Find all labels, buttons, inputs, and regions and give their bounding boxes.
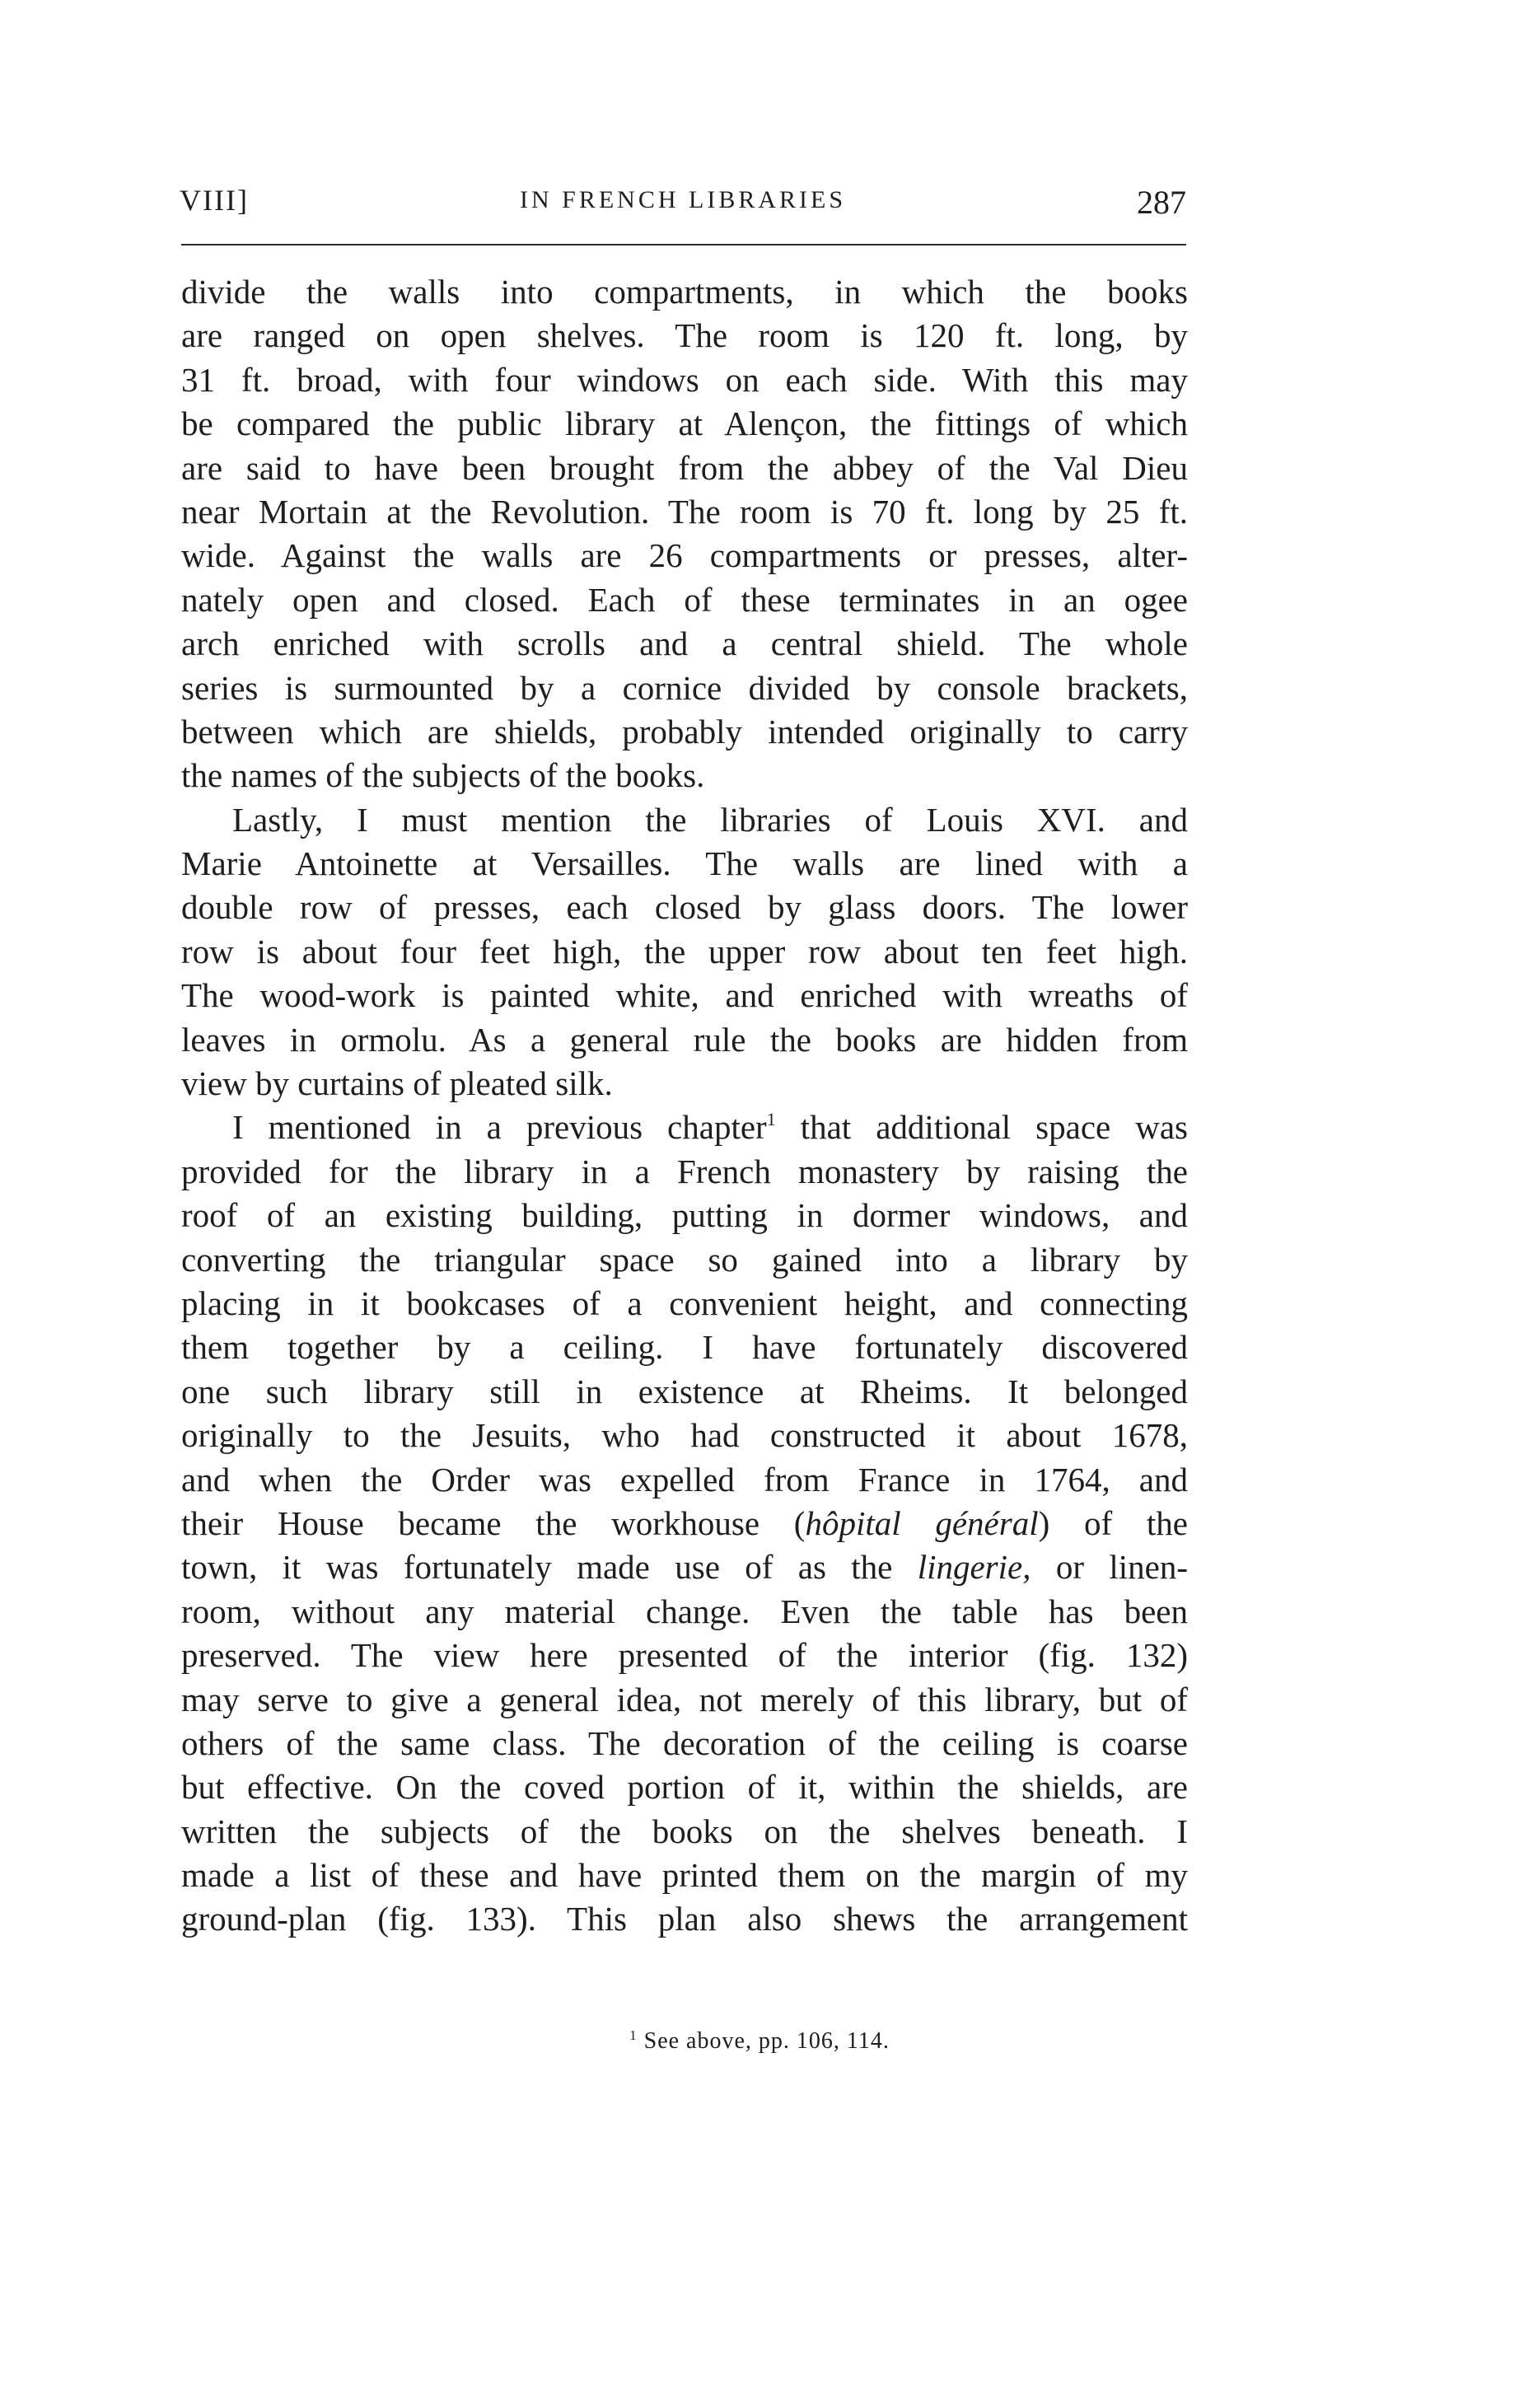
text-line bbox=[181, 1502, 1188, 1545]
text-line: are said to have been brought from the abbey of the Val Dieu bbox=[181, 448, 1188, 487]
text-segment: town, it was fortunately made use of as the bbox=[181, 1548, 918, 1587]
text-line: row is about four feet high, the upper row about ten feet high. bbox=[181, 932, 1188, 970]
body-text bbox=[181, 270, 1188, 1942]
text-segment: that additional space was bbox=[775, 1108, 1188, 1147]
text-line: them together by a ceiling. I have fortunately discovered bbox=[181, 1328, 1188, 1367]
text-line: are ranged on open shelves. The room is 120 ft. long, by bbox=[181, 316, 1188, 355]
text-line: converting the triangular space so gained into a library by bbox=[181, 1240, 1188, 1279]
running-title: IN FRENCH LIBRARIES bbox=[519, 186, 847, 213]
text-line: near Mortain at the Revolution. The room is 70 ft. long by 25 ft. bbox=[181, 492, 1188, 531]
text-line: between which are shields, probably intended originally to carry bbox=[181, 712, 1188, 750]
text-line: originally to the Jesuits, who had constructed it about 1678, bbox=[181, 1416, 1188, 1455]
text-line: the names of the subjects of the books. bbox=[181, 756, 705, 795]
page-number: 287 bbox=[1137, 184, 1186, 221]
text-line: Lastly, I must mention the libraries of Louis XVI. and bbox=[232, 800, 1188, 839]
text-line: made a list of these and have printed them on the margin of my bbox=[181, 1856, 1188, 1895]
text-line: but effective. On the coved portion of it, within the shields, are bbox=[181, 1768, 1188, 1807]
text-segment: I mentioned in a previous chapter bbox=[232, 1108, 767, 1147]
text-line: others of the same class. The decoration of the ceiling is coarse bbox=[181, 1723, 1188, 1762]
text-line: double row of presses, each closed by glass doors. The lower bbox=[181, 888, 1188, 927]
text-line bbox=[181, 1545, 1188, 1589]
text-line: arch enriched with scrolls and a central shield. The whole bbox=[181, 624, 1188, 663]
text-line: ground-plan (fig. 133). This plan also shews the arrangement bbox=[181, 1900, 1188, 1938]
text-line: one such library still in existence at Rheims. It belonged bbox=[181, 1372, 1188, 1410]
text-line: Marie Antoinette at Versailles. The walls are lined with a bbox=[181, 844, 1188, 883]
chapter-number: VIII] bbox=[180, 184, 249, 217]
text-line: series is surmounted by a cornice divided by console brackets, bbox=[181, 668, 1188, 707]
header-rule bbox=[181, 244, 1186, 245]
running-header bbox=[180, 183, 1186, 232]
text-line: room, without any material change. Even the table has been bbox=[181, 1592, 1188, 1630]
text-line bbox=[181, 1106, 1188, 1149]
text-line: view by curtains of pleated silk. bbox=[181, 1064, 613, 1103]
text-line: be compared the public library at Alençon, the fittings of which bbox=[181, 404, 1188, 443]
text-segment: their House became the workhouse ( bbox=[181, 1503, 806, 1542]
text-line: divide the walls into compartments, in which the books bbox=[181, 273, 1188, 311]
text-line: nately open and closed. Each of these terminates in an ogee bbox=[181, 580, 1188, 619]
text-line: may serve to give a general idea, not merely of this library, but of bbox=[181, 1680, 1188, 1718]
text-line: wide. Against the walls are 26 compartments or presses, alter- bbox=[181, 536, 1188, 575]
text-line: The wood-work is painted white, and enriched with wreaths of bbox=[181, 976, 1188, 1015]
text-line: provided for the library in a French monastery by raising the bbox=[181, 1152, 1188, 1190]
text-line: preserved. The view here presented of the interior (fig. 132) bbox=[181, 1636, 1188, 1675]
text-line: leaves in ormolu. As a general rule the books are hidden from bbox=[181, 1020, 1188, 1059]
footnote-reference: 1 bbox=[766, 1109, 776, 1130]
text-line: written the subjects of the books on the shelves beneath. I bbox=[181, 1812, 1188, 1850]
italic-term: hôpital général bbox=[805, 1503, 1039, 1542]
text-line: roof of an existing building, putting in dormer windows, and bbox=[181, 1196, 1188, 1235]
footnote-text: See above, pp. 106, 114. bbox=[637, 2028, 890, 2054]
text-line: placing in it bookcases of a convenient height, and connecting bbox=[181, 1283, 1188, 1322]
footnote-marker: 1 bbox=[629, 2027, 638, 2043]
text-segment: ) of the bbox=[1038, 1503, 1188, 1542]
text-line: 31 ft. broad, with four windows on each side. With this may bbox=[181, 360, 1188, 399]
text-segment: or linen- bbox=[1031, 1548, 1188, 1587]
footnote bbox=[0, 2028, 1519, 2055]
italic-term: lingerie, bbox=[917, 1548, 1031, 1587]
text-line: and when the Order was expelled from France in 1764, and bbox=[181, 1460, 1188, 1499]
